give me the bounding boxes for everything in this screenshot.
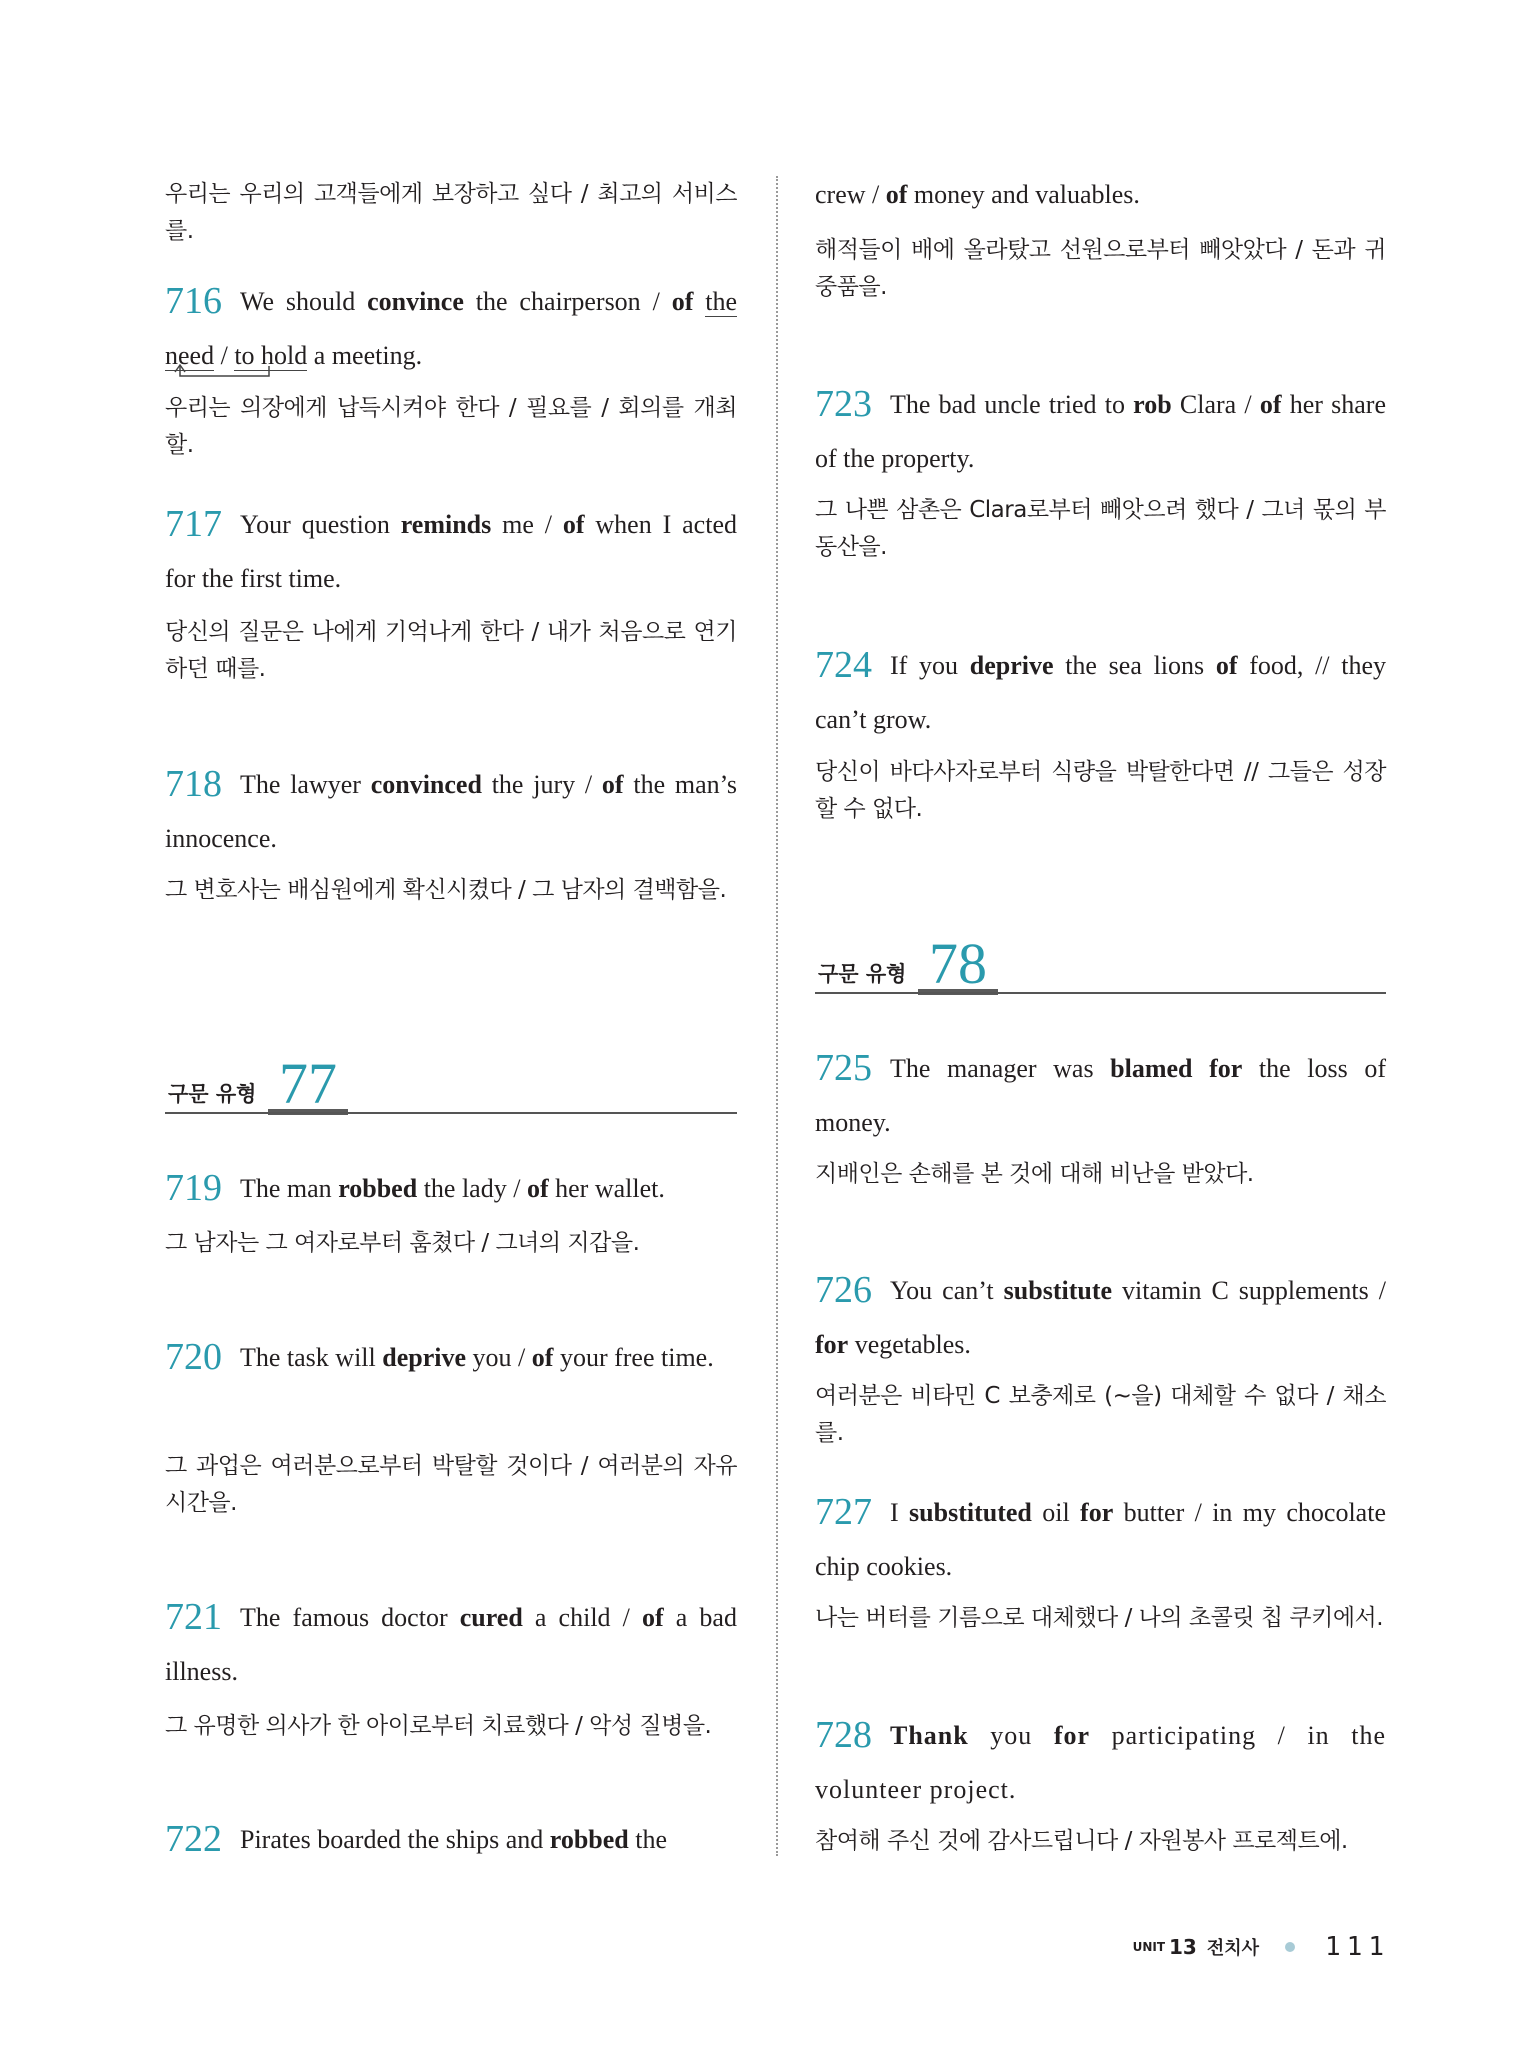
korean-translation: 그 나쁜 삼촌은 Clara로부터 빼앗으려 했다 / 그녀 몫의 부동산을. <box>815 497 1386 560</box>
unit-title: 전치사 <box>1206 1938 1260 1959</box>
sentence-725: 725 The manager was blamed for the loss of money. <box>815 1047 1386 1137</box>
bullet-dot-icon <box>1285 1942 1295 1952</box>
section-number: 77 <box>279 1051 337 1116</box>
sentence-717: 717 Your question reminds me / of when I acted for the first time. <box>165 503 737 593</box>
underlined-phrase: the need <box>165 287 738 370</box>
korean-translation: 당신이 바다사자로부터 식량을 박탈한다면 // 그들은 성장할 수 없다. <box>815 759 1386 822</box>
sentence-number: 717 <box>165 503 222 545</box>
korean-translation: 지배인은 손해를 본 것에 대해 비난을 받았다. <box>815 1161 1254 1187</box>
sentence-718: 718 The lawyer convinced the jury / of the man’s innocence. <box>165 763 737 853</box>
column-divider <box>776 176 778 1856</box>
sentence-number: 716 <box>165 280 222 322</box>
sentence-728: 728 Thank you for participating / in the volunteer project. <box>815 1714 1387 1804</box>
sentence-number: 721 <box>165 1596 222 1638</box>
sentence-number: 725 <box>815 1047 872 1089</box>
sentence-716: 716 We should convince the chairperson / of the need / to hold a meeting. <box>165 280 738 370</box>
korean-translation: 우리는 우리의 고객들에게 보장하고 싶다 / 최고의 서비스를. <box>165 181 737 244</box>
section-header-78 <box>815 924 1386 994</box>
sentence-723: 723 The bad uncle tried to rob Clara / of her share of the property. <box>815 383 1386 473</box>
sentence-number: 718 <box>165 763 222 805</box>
unit-number: 13 <box>1169 1935 1197 1959</box>
sentence-726: 726 You can’t substitute vitamin C supplements / for vegetables. <box>815 1269 1386 1359</box>
sentence-number: 728 <box>815 1714 872 1756</box>
korean-translation: 우리는 의장에게 납득시켜야 한다 / 필요를 / 회의를 개최할. <box>165 395 737 458</box>
sentence-727: 727 I substituted oil for butter / in my chocolate chip cookies. <box>815 1491 1386 1581</box>
sentence-721: 721 The famous doctor cured a child / of a bad illness. <box>165 1596 737 1686</box>
korean-translation: 그 과업은 여러분으로부터 박탈할 것이다 / 여러분의 자유시간을. <box>165 1453 737 1516</box>
sentence-number: 723 <box>815 383 872 425</box>
korean-translation: 여러분은 비타민 C 보충제로 (~을) 대체할 수 없다 / 채소를. <box>815 1383 1386 1446</box>
modifier-arrow-icon <box>165 362 365 386</box>
sentence-number: 724 <box>815 644 872 686</box>
sentence-724: 724 If you deprive the sea lions of food, // they can’t grow. <box>815 644 1386 734</box>
section-header-77 <box>165 1044 737 1114</box>
section-label: 구문 유형 <box>168 1082 257 1106</box>
sentence-number: 727 <box>815 1491 872 1533</box>
sentence-720: 720 The task will deprive you / of your free time. <box>165 1336 714 1378</box>
korean-translation: 그 변호사는 배심원에게 확신시켰다 / 그 남자의 결백함을. <box>165 877 727 903</box>
sentence-number: 726 <box>815 1269 872 1311</box>
korean-translation: 당신의 질문은 나에게 기억나게 한다 / 내가 처음으로 연기하던 때를. <box>165 619 737 682</box>
sentence-719: 719 The man robbed the lady / of her wallet. <box>165 1167 665 1209</box>
page-footer <box>1133 1932 1390 1962</box>
sentence-722: 722 Pirates boarded the ships and robbed the <box>165 1818 668 1860</box>
korean-translation: 참여해 주신 것에 감사드립니다 / 자원봉사 프로젝트에. <box>815 1828 1348 1854</box>
page-number: 111 <box>1325 1932 1390 1962</box>
section-label: 구문 유형 <box>818 962 907 986</box>
sentence-number: 722 <box>165 1818 222 1860</box>
section-number: 78 <box>929 931 987 996</box>
sentence-number: 719 <box>165 1167 222 1209</box>
unit-label: UNIT <box>1132 1940 1166 1954</box>
korean-translation: 나는 버터를 기름으로 대체했다 / 나의 초콜릿 칩 쿠키에서. <box>815 1605 1384 1631</box>
korean-translation: 그 유명한 의사가 한 아이로부터 치료했다 / 악성 질병을. <box>165 1713 712 1739</box>
korean-translation: 그 남자는 그 여자로부터 훔쳤다 / 그녀의 지갑을. <box>165 1230 640 1256</box>
sentence-number: 720 <box>165 1336 222 1378</box>
korean-translation: 해적들이 배에 올라탔고 선원으로부터 빼앗았다 / 돈과 귀중품을. <box>815 237 1386 300</box>
underlined-phrase: to hold <box>234 341 308 370</box>
sentence-722-continued: crew / of money and valuables. <box>815 180 1140 209</box>
